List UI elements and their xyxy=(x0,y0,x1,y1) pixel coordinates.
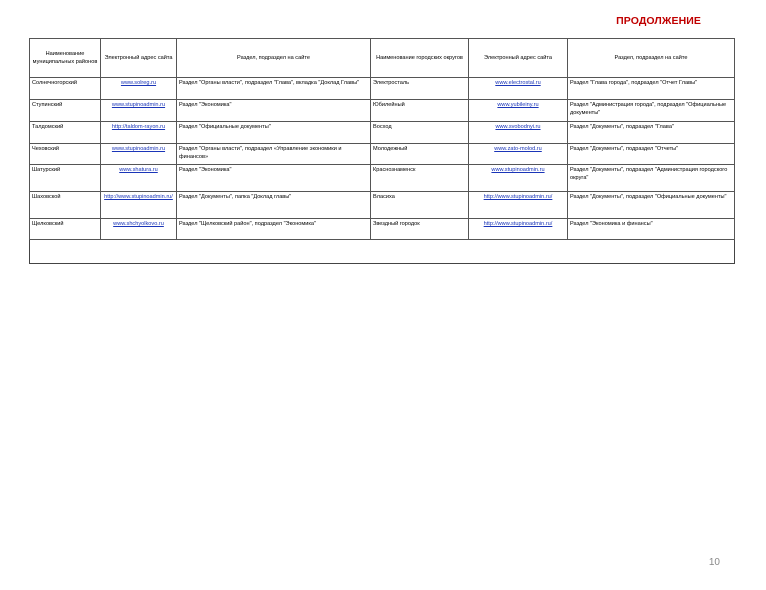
table-row xyxy=(30,122,735,144)
table-row xyxy=(30,78,735,100)
city-name: Юбилейный xyxy=(371,100,469,122)
city-section: Раздел "Документы", подраздел "Глава" xyxy=(568,122,735,144)
table-row xyxy=(30,219,735,240)
district-section: Раздел "Экономика" xyxy=(177,165,371,192)
header-site-address: Электронный адрес сайта xyxy=(101,39,177,78)
city-name: Восход xyxy=(371,122,469,144)
city-site-link-text[interactable]: www.electrostal.ru xyxy=(495,80,541,86)
city-site-link[interactable] xyxy=(469,192,568,219)
city-site-link-text[interactable]: http://www.stupinoadmin.ru/ xyxy=(483,221,553,227)
header-site-section-2: Раздел, подраздел на сайте xyxy=(568,39,735,78)
district-site-link-text[interactable]: www.stupinoadmin.ru xyxy=(111,102,166,108)
header-municipal-district: Наименование муниципальных районов xyxy=(30,39,101,78)
table-row xyxy=(30,100,735,122)
city-section: Раздел "Документы", подраздел "Администрация городского округа" xyxy=(568,165,735,192)
city-site-link-text[interactable]: www.svobodnyi.ru xyxy=(495,124,541,130)
city-site-link[interactable] xyxy=(469,165,568,192)
district-name: Чеховский xyxy=(30,144,101,165)
city-section: Раздел "Документы", подраздел "Официальные документы" xyxy=(568,192,735,219)
district-site-link-text[interactable]: www.shatura.ru xyxy=(119,167,158,173)
city-name: Электросталь xyxy=(371,78,469,100)
city-name: Звездный городок xyxy=(371,219,469,240)
district-name: Талдомский xyxy=(30,122,101,144)
page-title: ПРОДОЛЖЕНИЕ xyxy=(616,15,701,27)
district-site-link-text[interactable]: www.solreg.ru xyxy=(120,80,157,86)
district-section: Раздел "Документы", папка "Доклад главы" xyxy=(177,192,371,219)
page-number: 10 xyxy=(708,557,720,568)
city-site-link-text[interactable]: www.yubileiny.ru xyxy=(497,102,539,108)
city-site-link[interactable] xyxy=(469,144,568,165)
city-section: Раздел "Документы", подраздел "Отчеты" xyxy=(568,144,735,165)
city-site-link[interactable] xyxy=(469,100,568,122)
district-section: Раздел "Органы власти", подраздел «Управление экономики и финансов» xyxy=(177,144,371,165)
district-site-link[interactable] xyxy=(101,144,177,165)
district-name: Ступинский xyxy=(30,100,101,122)
city-section: Раздел "Администрация города", подраздел "Официальные документы" xyxy=(568,100,735,122)
district-site-link-text[interactable]: www.stupinoadmin.ru xyxy=(111,146,166,152)
header-city-district: Наименование городских округов xyxy=(371,39,469,78)
city-name: Молодежный xyxy=(371,144,469,165)
district-name: Щелковский xyxy=(30,219,101,240)
district-section: Раздел "Экономика" xyxy=(177,100,371,122)
city-site-link-text[interactable]: www.stupinoadmin.ru xyxy=(491,167,545,173)
table-row xyxy=(30,192,735,219)
table-row xyxy=(30,165,735,192)
header-site-section: Раздел, подраздел на сайте xyxy=(177,39,371,78)
district-site-link[interactable] xyxy=(101,165,177,192)
city-site-link[interactable] xyxy=(469,78,568,100)
district-name: Шатурский xyxy=(30,165,101,192)
district-site-link-text[interactable]: www.shchyolkovo.ru xyxy=(113,221,164,227)
district-site-link[interactable] xyxy=(101,192,177,219)
district-name: Шаховской xyxy=(30,192,101,219)
city-site-link[interactable] xyxy=(469,219,568,240)
report-table xyxy=(29,38,735,240)
header-site-address-2: Электронный адрес сайта xyxy=(469,39,568,78)
city-site-link-text[interactable]: www.zato-molod.ru xyxy=(494,146,542,152)
district-section: Раздел "Органы власти", подраздел "Глава", вкладка "Доклад Главы" xyxy=(177,78,371,100)
header-row xyxy=(30,39,735,78)
district-section: Раздел "Официальные документы" xyxy=(177,122,371,144)
city-site-link-text[interactable]: http://www.stupinoadmin.ru/ xyxy=(483,194,553,200)
district-site-link[interactable] xyxy=(101,100,177,122)
report-table-frame xyxy=(29,38,735,264)
district-name: Солнечногорский xyxy=(30,78,101,100)
table-row xyxy=(30,144,735,165)
district-site-link[interactable] xyxy=(101,122,177,144)
city-name: Власиха xyxy=(371,192,469,219)
district-site-link[interactable] xyxy=(101,78,177,100)
district-site-link-text[interactable]: http://www.stupinoadmin.ru/ xyxy=(104,194,173,200)
district-section: Раздел "Щелковский район", подраздел "Экономика" xyxy=(177,219,371,240)
city-site-link[interactable] xyxy=(469,122,568,144)
city-section: Раздел "Экономика и финансы" xyxy=(568,219,735,240)
city-section: Раздел "Глава города", подраздел "Отчет Главы" xyxy=(568,78,735,100)
district-site-link[interactable] xyxy=(101,219,177,240)
city-name: Краснознаменск xyxy=(371,165,469,192)
district-site-link-text[interactable]: http://taldom-rayon.ru xyxy=(111,124,166,130)
